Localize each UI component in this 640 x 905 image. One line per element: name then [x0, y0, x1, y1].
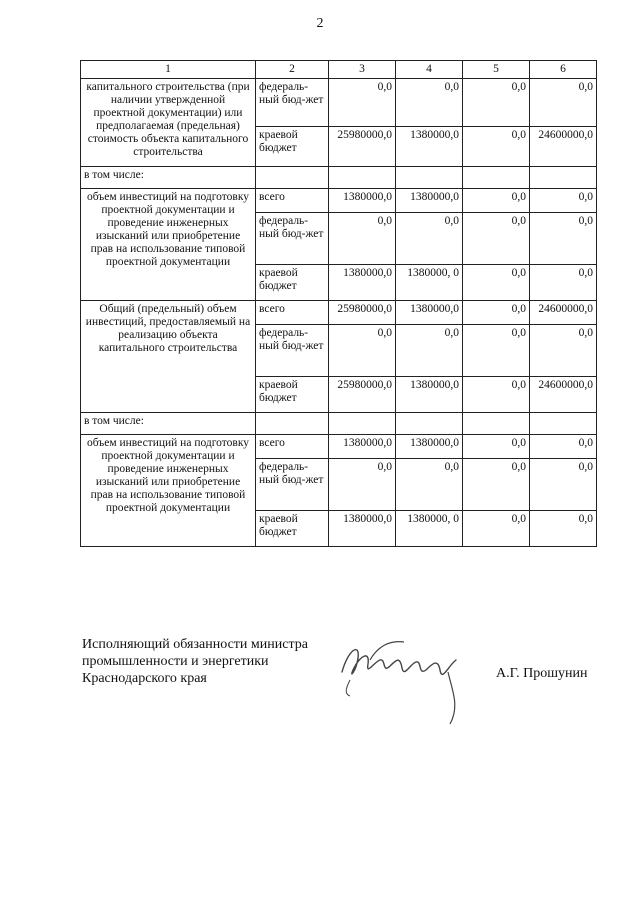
header-cell: 4 — [396, 61, 463, 79]
value-col4: 1380000,0 — [396, 435, 463, 459]
budget-type: федераль-ный бюд-жет — [256, 459, 329, 511]
value-col5: 0,0 — [463, 435, 530, 459]
value-col3: 0,0 — [329, 79, 396, 127]
value-col6: 0,0 — [530, 325, 597, 377]
value-col4: 1380000, 0 — [396, 511, 463, 547]
value-col6: 0,0 — [530, 189, 597, 213]
value-col5: 0,0 — [463, 213, 530, 265]
value-col6: 0,0 — [530, 265, 597, 301]
budget-type: федераль-ный бюд-жет — [256, 213, 329, 265]
value-col3: 0,0 — [329, 213, 396, 265]
value-col3: 1380000,0 — [329, 189, 396, 213]
budget-type: всего — [256, 189, 329, 213]
value-col6: 24600000,0 — [530, 301, 597, 325]
signer-position-line: Исполняющий обязанности министра — [82, 637, 308, 652]
table-row — [81, 435, 597, 459]
value-col4: 0,0 — [396, 79, 463, 127]
row-description: капитального строительства (при наличии утвержденной проектной документации) или предполагаемая (предельная) стоимость объекта капитального строительства — [81, 79, 256, 167]
value-col3: 0,0 — [329, 325, 396, 377]
table-row — [81, 413, 597, 435]
value-col3: 1380000,0 — [329, 511, 396, 547]
header-cell: 1 — [81, 61, 256, 79]
header-cell: 6 — [530, 61, 597, 79]
signer-position-line: Краснодарского края — [82, 671, 207, 686]
value-col4: 1380000, 0 — [396, 265, 463, 301]
value-col4: 1380000,0 — [396, 127, 463, 167]
value-col5: 0,0 — [463, 79, 530, 127]
value-col5: 0,0 — [463, 189, 530, 213]
header-cell: 2 — [256, 61, 329, 79]
budget-type: всего — [256, 301, 329, 325]
value-col4: 1380000,0 — [396, 377, 463, 413]
table-row — [81, 301, 597, 325]
budget-type: краевой бюджет — [256, 377, 329, 413]
value-col6: 0,0 — [530, 213, 597, 265]
investment-table — [80, 60, 597, 547]
value-col3: 25980000,0 — [329, 301, 396, 325]
table-row — [81, 79, 597, 127]
value-col5: 0,0 — [463, 127, 530, 167]
budget-type: федераль-ный бюд-жет — [256, 79, 329, 127]
signer-position-line: промышленности и энергетики — [82, 654, 269, 669]
budget-type: краевой бюджет — [256, 511, 329, 547]
budget-type: всего — [256, 435, 329, 459]
signer-name: А.Г. Прошунин — [496, 666, 588, 681]
value-col5: 0,0 — [463, 265, 530, 301]
value-col5: 0,0 — [463, 377, 530, 413]
value-col3: 0,0 — [329, 459, 396, 511]
page-number: 2 — [316, 16, 324, 31]
value-col6: 0,0 — [530, 511, 597, 547]
row-description: объем инвестиций на подготовку проектной документации и проведение инженерных изысканий или приобретение прав на использование типовой проектной документации — [81, 189, 256, 301]
value-col4: 1380000,0 — [396, 189, 463, 213]
value-col4: 0,0 — [396, 213, 463, 265]
value-col4: 1380000,0 — [396, 301, 463, 325]
table-row — [81, 167, 597, 189]
budget-type: краевой бюджет — [256, 127, 329, 167]
signature-title-block — [82, 636, 308, 687]
value-col3: 25980000,0 — [329, 377, 396, 413]
value-col6: 0,0 — [530, 459, 597, 511]
value-col5: 0,0 — [463, 511, 530, 547]
value-col6: 0,0 — [530, 435, 597, 459]
budget-type: краевой бюджет — [256, 265, 329, 301]
subtotal-label: в том числе: — [81, 413, 256, 435]
value-col3: 25980000,0 — [329, 127, 396, 167]
value-col5: 0,0 — [463, 325, 530, 377]
table-header-row — [81, 61, 597, 79]
subtotal-label: в том числе: — [81, 167, 256, 189]
handwritten-signature — [330, 620, 480, 730]
value-col5: 0,0 — [463, 301, 530, 325]
row-description: объем инвестиций на подготовку проектной документации и проведение инженерных изысканий или приобретение прав на использование типовой проектной документации — [81, 435, 256, 547]
header-cell: 3 — [329, 61, 396, 79]
value-col4: 0,0 — [396, 325, 463, 377]
value-col6: 24600000,0 — [530, 377, 597, 413]
header-cell: 5 — [463, 61, 530, 79]
value-col6: 24600000,0 — [530, 127, 597, 167]
budget-type: федераль-ный бюд-жет — [256, 325, 329, 377]
value-col3: 1380000,0 — [329, 265, 396, 301]
table-row — [81, 189, 597, 213]
row-description: Общий (предельный) объем инвестиций, предоставляемый на реализацию объекта капитального строительства — [81, 301, 256, 413]
value-col5: 0,0 — [463, 459, 530, 511]
value-col6: 0,0 — [530, 79, 597, 127]
value-col3: 1380000,0 — [329, 435, 396, 459]
value-col4: 0,0 — [396, 459, 463, 511]
